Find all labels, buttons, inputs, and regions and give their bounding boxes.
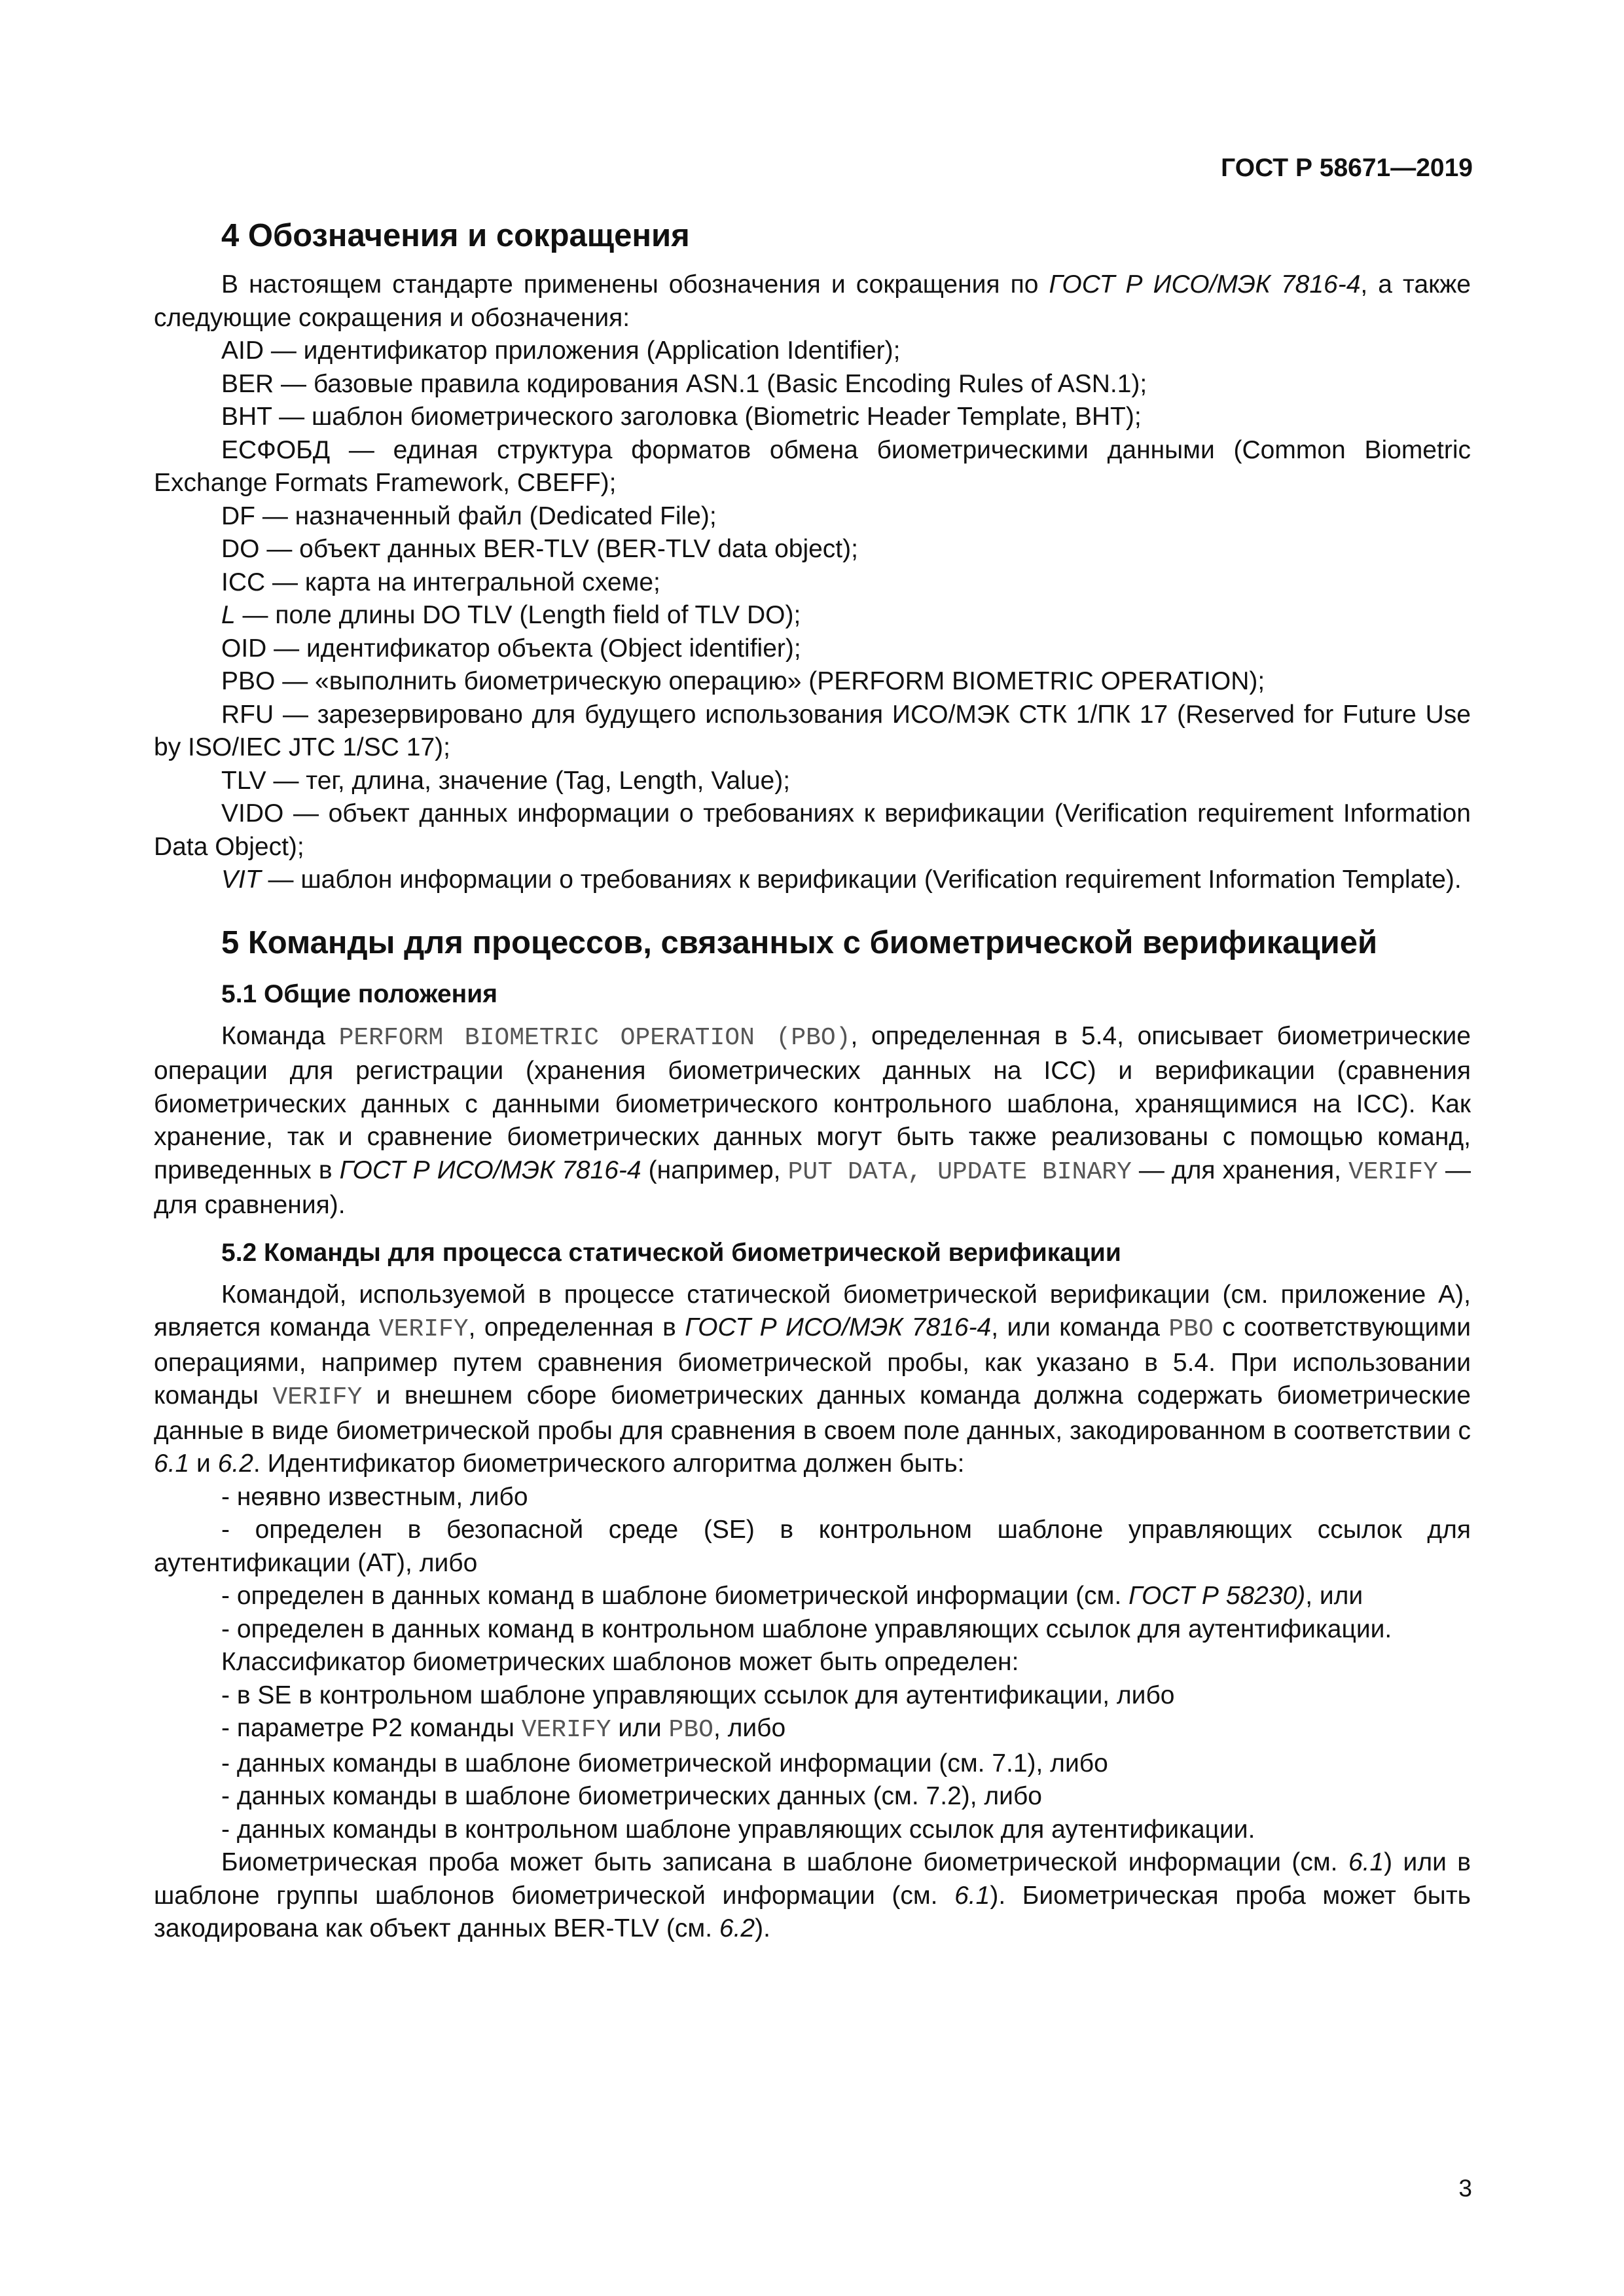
list-item: - параметре Р2 команды VERIFY или PBO, либо	[221, 1714, 786, 1744]
list-item: - данных команды в шаблоне биометрической информации (см. 7.1), либо	[221, 1749, 1108, 1777]
abbr-tlv: TLV — тег, длина, значение (Tag, Length, Value);	[221, 766, 791, 795]
abbr-oid: OID — идентификатор объекта (Object identifier);	[221, 634, 801, 663]
abbr-vido: VIDO — объект данных информации о требованиях к верификации (Verification requirement Information Data Object);	[154, 799, 1471, 861]
subsection-5-2-title: 5.2 Команды для процесса статической биометрической верификации	[221, 1238, 1121, 1267]
abbr-aid: AID — идентификатор приложения (Application Identifier);	[221, 337, 901, 365]
list-item: - неявно известным, либо	[221, 1482, 528, 1511]
paragraph-biometric-sample: Биометрическая проба может быть записана в шаблоне биометрической информации (см. 6.1) или в шаблоне группы шаблонов биометрической информации (см. 6.1). Биометрическая проба может быть закодирована как объект данных BER-TLV (см. 6.2).	[154, 1848, 1471, 1942]
paragraph-5-2: Командой, используемой в процессе статической биометрической верификации (см. приложение А), является команда VERIFY, определенная в ГОСТ Р ИСО/МЭК 7816-4, или команда PBO с соответствующими операциями, например путем сравнения биометрической пробы, как указано в 5.4. При использовании команды VERIFY и внешнем сборе биометрических данных команда должна содержать биометрические данные в виде биометрической пробы для сравнения в своем поле данных, закодированном в соответствии с 6.1 и 6.2. Идентификатор биометрического алгоритма должен быть:	[154, 1280, 1471, 1478]
list-item: - определен в данных команд в контрольном шаблоне управляющих ссылок для аутентификации.	[221, 1614, 1392, 1643]
section-5-title: 5 Команды для процессов, связанных с биометрической верификацией	[221, 924, 1378, 960]
page-content	[154, 216, 1471, 1946]
page-number: 3	[1458, 2175, 1472, 2202]
list-item: - данных команды в шаблоне биометрических данных (см. 7.2), либо	[221, 1782, 1042, 1810]
paragraph-5-1: Команда PERFORM BIOMETRIC OPERATION (PBO), определенная в 5.4, описывает биометрические операции для регистрации (хранения биометрических данных на ICC) и верификации (сравнения биометрических данных с данными биометрического контрольного шаблона, хранящимися на ICC). Как хранение, так и сравнение биометрических данных могут быть также реализованы с помощью команд, приведенных в ГОСТ Р ИСО/МЭК 7816-4 (например, PUT DATA, UPDATE BINARY — для хранения, VERIFY — для сравнения).	[154, 1021, 1471, 1219]
abbr-do: DO — объект данных BER-TLV (BER-TLV data object);	[221, 535, 858, 563]
list-item: - определен в данных команд в шаблоне биометрической информации (см. ГОСТ Р 58230), или	[221, 1582, 1363, 1610]
reference-gost-7816-4: ГОСТ Р ИСО/МЭК 7816-4	[1049, 270, 1361, 299]
abbr-l: L — поле длины DO TLV (Length field of TLV DO);	[221, 601, 801, 629]
abbr-icc: ICC — карта на интегральной схеме;	[221, 568, 660, 596]
document-header: ГОСТ Р 58671—2019	[1221, 154, 1473, 182]
section-4-title: 4 Обозначения и сокращения	[221, 218, 690, 253]
abbr-ber: BER — базовые правила кодирования ASN.1 (Basic Encoding Rules of ASN.1);	[221, 369, 1147, 398]
abbr-pbo: PBO — «выполнить биометрическую операцию» (PERFORM BIOMETRIC OPERATION);	[221, 667, 1265, 695]
abbr-bht: BHT — шаблон биометрического заголовка (Biometric Header Template, BHT);	[221, 403, 1142, 431]
list-item: - данных команды в контрольном шаблоне управляющих ссылок для аутентификации.	[221, 1815, 1255, 1844]
section-4-intro: В настоящем стандарте применены обозначения и сокращения по ГОСТ Р ИСО/МЭК 7816-4, а также следующие сокращения и обозначения:	[154, 270, 1471, 332]
abbr-rfu: RFU — зарезервировано для будущего использования ИСО/МЭК СТК 1/ПК 17 (Reserved for Future Use by ISO/IEC JTC 1/SC 17);	[154, 700, 1471, 761]
abbr-esfobd: ЕСФОБД — единая структура форматов обмена биометрическими данными (Common Biometric Exchange Formats Framework, CBEFF);	[154, 435, 1471, 497]
subsection-5-1-title: 5.1 Общие положения	[221, 979, 497, 1008]
abbr-vit: VIT — шаблон информации о требованиях к верификации (Verification requirement Information Template).	[221, 866, 1462, 894]
list-item: - в SE в контрольном шаблоне управляющих ссылок для аутентификации, либо	[221, 1681, 1175, 1709]
list-item: - определен в безопасной среде (SE) в контрольном шаблоне управляющих ссылок для аутентификации (АТ), либо	[154, 1516, 1471, 1577]
classifier-intro: Классификатор биометрических шаблонов может быть определен:	[221, 1648, 1019, 1676]
abbr-df: DF — назначенный файл (Dedicated File);	[221, 501, 717, 530]
